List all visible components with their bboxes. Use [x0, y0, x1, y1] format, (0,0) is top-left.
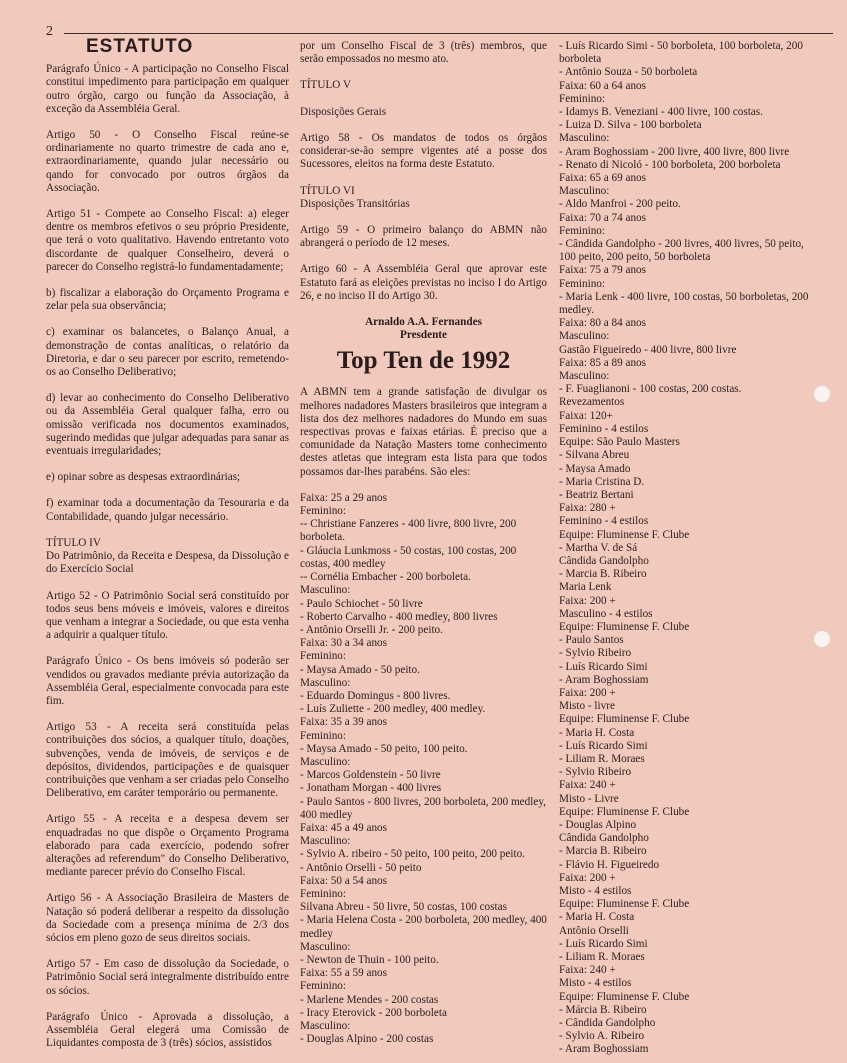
ranking-line: - F. Fuaglianoni - 100 costas, 200 costas.: [559, 383, 742, 396]
statute-paragraph: Parágrafo Único - Os bens imóveis só poderão ser vendidos ou gravados mediante prévia autorização da Assembléia Geral, especialmente convocada para este fim.: [46, 655, 289, 707]
statute-paragraph: por um Conselho Fiscal de 3 (três) membros, que serão empossados no mesmo ato.: [300, 40, 547, 66]
ranking-line: Masculino:: [559, 132, 610, 145]
ranking-line: -- Christiane Fanzeres - 400 livre, 800 livre, 200 borboleta.: [300, 518, 517, 544]
column-statute-1: [46, 36, 289, 1063]
ranking-line: - Luís Ricardo Simi: [559, 739, 648, 752]
column-topten-list: [559, 40, 817, 1057]
statute-paragraph: Artigo 50 - O Conselho Fiscal reúne-se ordinariamente no quarto trimestre de cada ano e, extraordinariamente, quando jular necessário ou qando for convocado por outros órgãos da Associação.: [46, 129, 289, 194]
ranking-line: Faixa: 85 a 89 anos: [559, 356, 646, 369]
ranking-line: - Paulo Santos - 800 livres, 200 borboleta, 200 medley, 400 medley: [300, 795, 546, 821]
ranking-line: - Marcos Goldenstein - 50 livre: [300, 769, 441, 782]
statute-paragraph: c) examinar os balancetes, o Balanço Anual, a demonstração de contas analíticas, o relatório da Diretoria, e dar o seu parecer por escrito, remetendo-os ao Conselho Deliberativo;: [46, 326, 289, 379]
ranking-line: Equipe: Fluminense F. Clube: [559, 713, 690, 726]
ranking-line: Misto - 4 estilos: [559, 977, 632, 990]
ranking-line: - Renato di Nicoló - 100 borboleta, 200 borboleta: [559, 158, 781, 171]
column-statute-2: [300, 40, 547, 1046]
section-title-estatuto: ESTATUTO: [86, 36, 194, 57]
statute-paragraph: Parágrafo Único - Aprovada a dissolução, a Assembléia Geral elegerá uma Comissão de Liquidantes composta de 3 (três) sócios, assistidos: [46, 1010, 289, 1050]
ranking-line: Faixa: 30 a 34 anos: [300, 637, 387, 650]
ranking-line: - Liliam R. Moraes: [559, 951, 645, 964]
ranking-line: Equipe: Fluminense F. Clube: [559, 990, 690, 1003]
ranking-line: Masculino:: [300, 584, 351, 597]
ranking-line: Maria Lenk: [559, 581, 612, 594]
ranking-line: -- Cornélia Embacher - 200 borboleta.: [300, 571, 471, 584]
ranking-line: Feminino:: [300, 729, 346, 742]
ranking-line: - Maysa Amado - 50 peito, 100 peito.: [300, 742, 468, 755]
ranking-line: - Aram Boghossiam: [559, 673, 649, 686]
ranking-line: Masculino - 4 estilos: [559, 607, 653, 620]
ranking-line: - Eduardo Domingus - 800 livres.: [300, 689, 451, 702]
ranking-line: - Marcia B. Ribeiro: [559, 568, 647, 581]
ranking-line: Gastão Figueiredo - 400 livre, 800 livre: [559, 343, 737, 356]
author-name: Arnaldo A.A. Fernandes: [365, 316, 482, 329]
ranking-line: - Aldo Manfroi - 200 peito.: [559, 198, 681, 211]
ranking-line: - Maria H. Costa: [559, 911, 635, 924]
statute-paragraph: Artigo 55 - A receita e a despesa devem ser enquadradas no que dispõe o Orçamento Programa elaborado para cada exercício, podendo sofrer alterações ad referendum" do Conselho Deliberativo, mediante parecer prévio do Conselho Fiscal.: [46, 813, 289, 879]
ranking-line: Feminino - 4 estilos: [559, 422, 649, 435]
binder-hole: [813, 630, 831, 648]
statute-paragraph: TÍTULO IV Do Patrimônio, da Receita e Despesa, da Dissolução e do Exercício Social: [46, 536, 289, 576]
ranking-line: Faixa: 25 a 29 anos: [300, 491, 387, 504]
ranking-line: Feminino - 4 estilos: [559, 515, 649, 528]
ranking-line: - Flávio H. Figueiredo: [559, 858, 660, 871]
ranking-line: - Marlene Mendes - 200 costas: [300, 993, 439, 1006]
ranking-line: - Sylvio Ribeiro: [559, 647, 632, 660]
ranking-line: - Jonatham Morgan - 400 livres: [300, 782, 442, 795]
ranking-line: - Paulo Schiochet - 50 livre: [300, 597, 423, 610]
ranking-line: - Marcia B. Ribeiro: [559, 845, 647, 858]
ranking-line: - Antônio Orselli Jr. - 200 peito.: [300, 623, 443, 636]
ranking-line: Faixa: 70 a 74 anos: [559, 211, 646, 224]
ranking-line: - Maria H. Costa: [559, 726, 635, 739]
ranking-line: Faixa: 55 a 59 anos: [300, 967, 387, 980]
ranking-line: - Cândida Gandolpho - 200 livres, 400 livres, 50 peito, 100 peito, 200 peito, 50 borboleta: [559, 238, 804, 264]
ranking-line: Faixa: 80 a 84 anos: [559, 317, 646, 330]
ranking-line: - Gláucia Lunkmoss - 50 costas, 100 costas, 200 costas, 400 medley: [300, 544, 517, 570]
statute-paragraph: e) opinar sobre as despesas extraordinárias;: [46, 471, 241, 484]
ranking-line: Masculino:: [559, 330, 610, 343]
statute-paragraph: Artigo 59 - O primeiro balanço do ABMN não abrangerá o período de 12 meses.: [300, 224, 547, 250]
ranking-line: Feminino:: [559, 224, 605, 237]
ranking-line: - Martha V. de Sá: [559, 541, 638, 554]
statute-paragraph: Artigo 58 - Os mandatos de todos os órgãos considerar-se-ão sempre vigentes até a posse dos Sucessores, eleitos na forma deste Estatuto.: [300, 132, 547, 171]
ranking-line: Antônio Orselli: [559, 924, 629, 937]
ranking-line: Misto - 4 estilos: [559, 885, 632, 897]
ranking-line: - Maria Lenk - 400 livre, 100 costas, 50 borboletas, 200 medley.: [559, 290, 809, 317]
ranking-line: Equipe: Fluminense F. Clube: [559, 620, 690, 633]
ranking-line: Feminino:: [559, 92, 605, 105]
ranking-line: - Luís Zuliette - 200 medley, 400 medley.: [300, 703, 486, 716]
ranking-line: Revezamentos: [559, 396, 625, 409]
ranking-line: Equipe: Fluminense F. Clube: [559, 805, 690, 818]
ranking-line: Faixa: 240 +: [559, 964, 616, 977]
statute-paragraph: Parágrafo Único - A participação no Conselho Fiscal constitui impedimento para participação em qualquer outro órgão, cargo ou função da Associação, à exceção da Assembléia Geral.: [46, 63, 289, 115]
topten-intro: A ABMN tem a grande satisfação de divulgar os melhores nadadores Masters brasileiros que integram a lista dos dez melhores nadadores do Mundo em suas respectivas provas e faixas etárias. É preciso que a comunidade da Natação Masters tome conhecimento destes atletas que integram esta lista para que todos possamos dar-lhes parabéns. São eles:: [300, 386, 547, 478]
page-number: 2: [46, 24, 53, 39]
ranking-line: - Maysa Amado - 50 peito.: [300, 663, 420, 676]
ranking-line: Faixa: 280 +: [559, 502, 616, 515]
ranking-line: Equipe: Fluminense F. Clube: [559, 528, 690, 541]
ranking-line: - Sylvio Ribeiro: [559, 766, 632, 779]
ranking-line: - Douglas Alpino - 200 costas: [300, 1033, 434, 1046]
ranking-line: Cândida Gandolpho: [559, 832, 649, 845]
ranking-line: - Luís Ricardo Simi: [559, 937, 648, 950]
ranking-line: - Aram Boghossiam - 200 livre, 400 livre, 800 livre: [559, 145, 790, 158]
statute-paragraph: Artigo 52 - O Patrimônio Social será constituído por todos seus bens móveis e imóveis, valores e direitos que venham a integrar a Sociedade, ou que esta venha a adquirir a qualquer título.: [46, 589, 289, 642]
ranking-line: - Luís Ricardo Simi: [559, 660, 648, 673]
ranking-line: - Sylvio A. Ribeiro: [559, 1030, 645, 1043]
ranking-line: Faixa: 50 a 54 anos: [300, 874, 387, 887]
ranking-line: Faixa: 240 +: [559, 779, 616, 792]
ranking-line: Masculino:: [559, 185, 610, 198]
ranking-line: - Antônio Orselli - 50 peito: [300, 861, 422, 874]
ranking-line: Faixa: 200 +: [559, 871, 616, 884]
ranking-line: Masculino:: [300, 1020, 351, 1032]
statute-paragraph: f) examinar toda a documentação da Tesouraria e da Contabilidade, quando julgar necessário.: [46, 497, 289, 523]
ranking-line: - Silvana Abreu: [559, 449, 630, 462]
ranking-line: - Aram Boghossiam: [559, 1043, 649, 1056]
ranking-line: - Sylvio A. ribeiro - 50 peito, 100 peito, 200 peito.: [300, 848, 525, 861]
top-rule: [64, 33, 833, 34]
ranking-line: - Márcia B. Ribeiro: [559, 1003, 647, 1016]
ranking-line: Masculino:: [300, 835, 351, 848]
ranking-line: Equipe: Fluminense F. Clube: [559, 898, 690, 911]
ranking-line: Feminino:: [300, 980, 346, 993]
statute-paragraph: Artigo 60 - A Assembléia Geral que aprovar este Estatuto fará as eleições previstas no inciso I do Artigo 26, e no inciso II do Artigo 30.: [300, 263, 547, 302]
ranking-line: Faixa: 65 a 69 anos: [559, 172, 646, 185]
ranking-line: Feminino:: [300, 887, 346, 900]
ranking-line: - Maysa Amado: [559, 462, 631, 475]
ranking-line: Faixa: 45 a 49 anos: [300, 821, 387, 834]
ranking-line: Faixa: 120+: [559, 409, 613, 422]
ranking-line: - Idamys B. Veneziani - 400 livre, 100 costas.: [559, 106, 763, 119]
ranking-line: - Douglas Alpino: [559, 818, 637, 831]
ranking-line: - Luiza D. Silva - 100 borboleta: [559, 119, 702, 132]
ranking-line: Equipe: São Paulo Masters: [559, 436, 680, 449]
ranking-line: - Maria Helena Costa - 200 borboleta, 200 medley, 400 medley: [300, 914, 547, 940]
ranking-line: - Luís Ricardo Simi - 50 borboleta, 100 borboleta, 200 borboleta: [559, 40, 803, 66]
ranking-line: - Antônio Souza - 50 borboleta: [559, 66, 698, 79]
statute-paragraph: Artigo 56 - A Associação Brasileira de Masters de Natação só poderá deliberar a respeito da dissolução da Sociedade com a presença mínima de 2/3 dos sócios em pleno gozo de seus direitos sociais.: [46, 892, 289, 944]
ranking-line: - Liliam R. Moraes: [559, 752, 645, 765]
ranking-line: Faixa: 35 a 39 anos: [300, 716, 387, 729]
ranking-line: Faixa: 200 +: [559, 686, 616, 699]
ranking-line: Misto - Livre: [559, 792, 619, 805]
author-role: Presdente: [399, 329, 448, 342]
binder-hole: [813, 385, 831, 403]
ranking-line: Masculino:: [300, 940, 351, 953]
ranking-line: - Paulo Santos: [559, 634, 624, 647]
ranking-line: Faixa: 75 a 79 anos: [559, 264, 646, 277]
statute-paragraph: Artigo 57 - Em caso de dissolução da Sociedade, o Patrimônio Social será integralmente distribuído entre os sócios.: [46, 958, 289, 997]
statute-paragraph: TÍTULO V Disposições Gerais: [300, 79, 387, 118]
statute-paragraph: Artigo 51 - Compete ao Conselho Fiscal: a) eleger dentre os membros efetivos o seu próprio Presidente, que terá o voto qualitativo. Havendo entretanto voto discordante de qualquer Conselheiro, deverá o parecer do Conselho registrá-lo fundamentadamente;: [46, 208, 289, 273]
ranking-line: Masculino:: [300, 755, 351, 768]
ranking-line: Masculino:: [559, 370, 610, 383]
statute-paragraph: Artigo 53 - A receita será constituída pelas contribuições dos sócios, a qualquer título, doações, subvenções, venda de imóveis, de serviços e de depósitos, dividendos, participações e de quaisquer contribuições que venham a ser criadas pelo Conselho Deliberativo, em caráter temporário ou permanente.: [46, 721, 289, 800]
ranking-line: - Roberto Carvalho - 400 medley, 800 livres: [300, 610, 498, 623]
ranking-line: Masculino:: [300, 676, 351, 689]
ranking-line: - Newton de Thuin - 100 peito.: [300, 953, 439, 966]
ranking-line: - Maria Cristina D.: [559, 475, 645, 488]
ranking-line: Feminino:: [559, 277, 605, 290]
statute-paragraph: b) fiscalizar a elaboração do Orçamento Programa e zelar pela sua observância;: [46, 287, 289, 313]
statute-paragraph: d) levar ao conhecimento do Conselho Deliberativo ou da Assembléia Geral qualquer falha, erro ou omissão verificada nos documentos examinados, sugerindo medidas que julgar adequadas para sanar as eventuais irregularidades;: [46, 392, 289, 458]
ranking-line: - Iracy Eterovick - 200 borboleta: [300, 1006, 447, 1019]
ranking-line: Feminino:: [300, 505, 346, 518]
ranking-line: Misto - livre: [559, 700, 615, 713]
ranking-line: - Cândida Gandolpho: [559, 1017, 656, 1030]
ranking-line: - Beatriz Bertani: [559, 488, 634, 501]
statute-paragraph: TÍTULO VI Disposições Transitórias: [300, 184, 410, 210]
ranking-line: Feminino:: [300, 650, 346, 663]
ranking-line: Faixa: 60 a 64 anos: [559, 79, 646, 92]
ranking-line: Silvana Abreu - 50 livre, 50 costas, 100 costas: [300, 901, 507, 914]
topten-title: Top Ten de 1992: [336, 347, 511, 375]
ranking-line: Faixa: 200 +: [559, 594, 616, 607]
ranking-line: Cândida Gandolpho: [559, 554, 649, 567]
